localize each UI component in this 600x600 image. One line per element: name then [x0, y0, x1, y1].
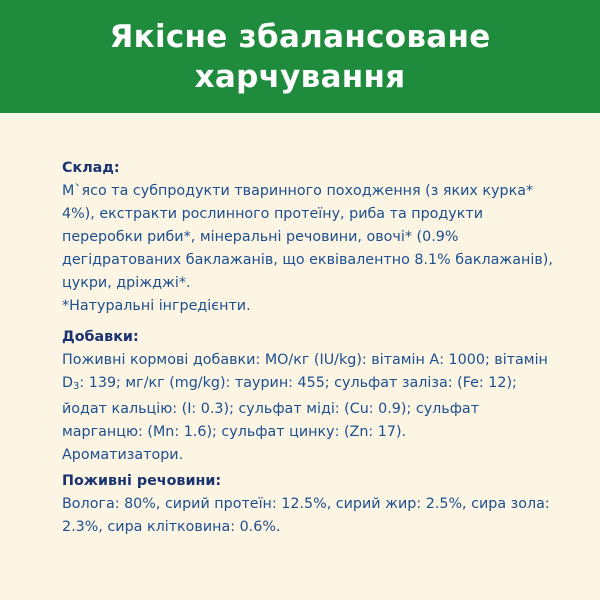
title-line-2: харчування [194, 58, 406, 95]
nutrients-heading: Поживні речовини: [62, 473, 222, 489]
composition-line: 4%), екстракти рослинного протеїну, риба та продукти [62, 206, 484, 222]
additives-line: марганцю: (Mn: 1.6); сульфат цинку: (Zn: 17). [62, 424, 407, 440]
additives-line: йодат кальцію: (I: 0.3); сульфат міді: (Cu: 0.9); сульфат [62, 401, 480, 417]
title-line-1: Якісне збалансоване [109, 18, 491, 55]
composition-line: цукри, дріжджі*. [62, 275, 191, 291]
subscript-3: 3 [73, 381, 80, 392]
composition-line: М`ясо та субпродукти тваринного походження (з яких курка* [62, 183, 534, 199]
additives-line: Поживні кормові добавки: МО/кг (IU/kg): вітамін А: 1000; вітамін [62, 352, 548, 368]
vitamin-d-label: D [62, 375, 74, 391]
nutrients-line: Волога: 80%, сирий протеїн: 12.5%, сирий жир: 2.5%, сира зола: [62, 496, 550, 512]
composition-footnote: *Натуральні інгредієнти. [62, 298, 251, 314]
additives-section [62, 326, 582, 467]
composition-heading: Склад: [62, 160, 120, 176]
composition-line: переробки риби*, мінеральні речовини, овочі* (0.9% [62, 229, 459, 245]
header-banner [0, 0, 600, 113]
additives-line: Ароматизатори. [62, 447, 184, 463]
composition-section [62, 157, 582, 318]
additives-line [62, 372, 582, 398]
additives-line-text: : 139; мг/кг (mg/kg): таурин: 455; сульфат заліза: (Fe: 12); [79, 375, 517, 391]
additives-heading: Добавки: [62, 329, 139, 345]
composition-line: дегідратованих баклажанів, що еквівалентно 8.1% баклажанів), [62, 252, 553, 268]
nutrients-section [62, 470, 582, 539]
nutrients-line: 2.3%, сира клітковина: 0.6%. [62, 519, 281, 535]
